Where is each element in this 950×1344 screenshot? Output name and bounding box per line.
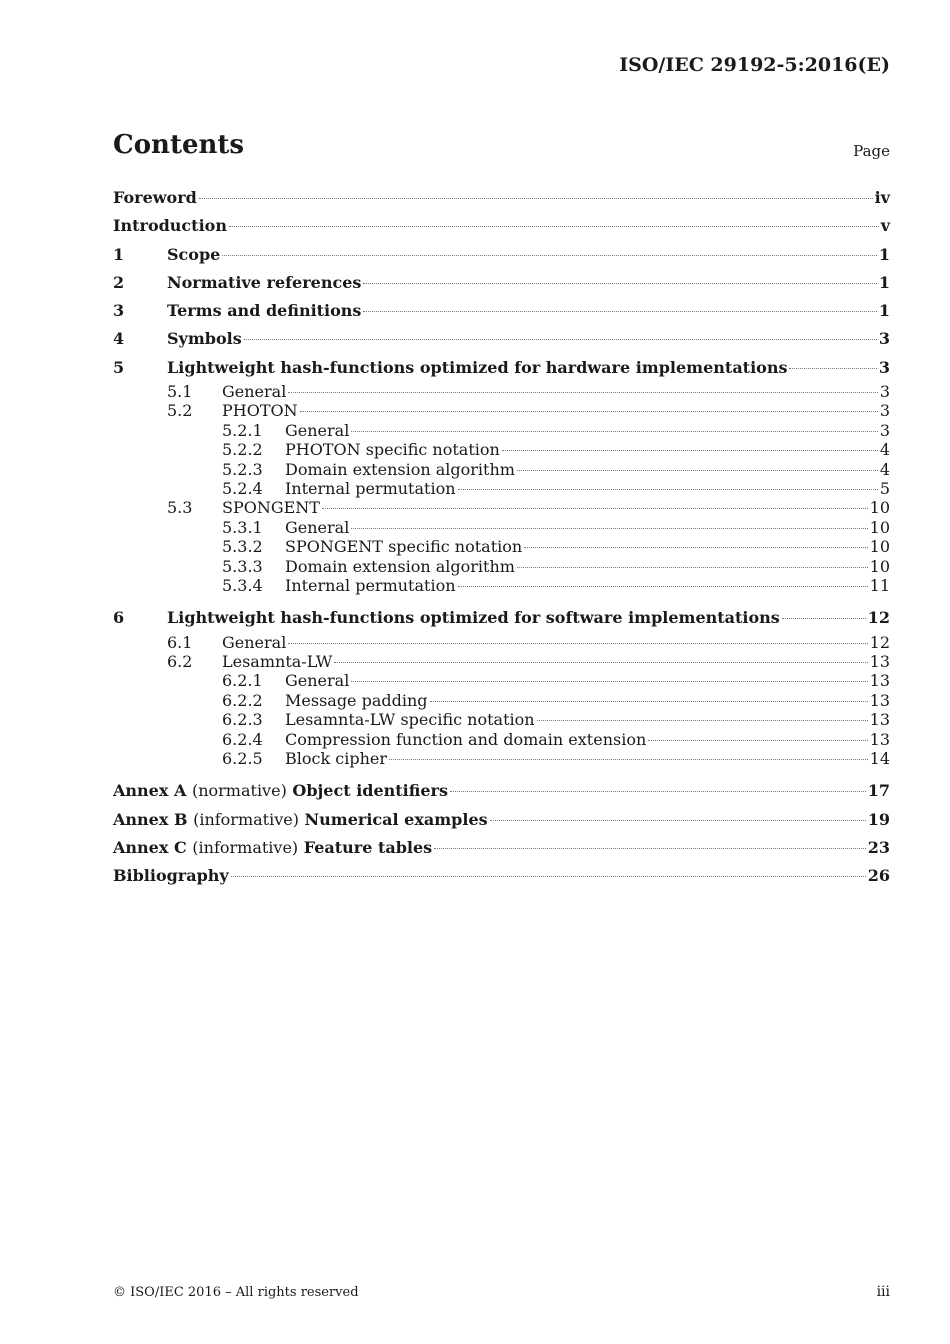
toc-entry-page: 1 — [878, 301, 890, 321]
toc-entry[interactable] — [113, 576, 890, 595]
dot-leader — [351, 528, 867, 529]
page-column-label: Page — [853, 142, 890, 160]
toc-entry-page: 12 — [867, 608, 890, 628]
dot-leader — [648, 740, 867, 741]
page-number: iii — [876, 1284, 890, 1300]
toc-entry-number: 2 — [113, 272, 125, 292]
toc-entry-title: Annex B (informative) Numerical examples — [113, 809, 488, 829]
toc-entry[interactable] — [113, 440, 890, 459]
dot-leader — [450, 791, 866, 792]
dot-leader — [363, 311, 876, 312]
dot-leader — [199, 198, 873, 199]
toc-entry[interactable] — [113, 297, 890, 325]
dot-leader — [231, 876, 866, 877]
toc-entry-page: 10 — [869, 556, 890, 576]
toc-entry-number: 1 — [113, 244, 125, 264]
table-of-contents — [113, 184, 890, 891]
toc-entry-title: Scope — [167, 244, 221, 264]
dot-leader — [334, 662, 867, 663]
toc-entry-title: Introduction — [113, 216, 227, 236]
toc-entry-page: 5 — [879, 479, 890, 499]
toc-entry-title: Lesamnta-LW — [222, 652, 333, 672]
dot-leader — [322, 508, 868, 509]
toc-entry-page: 3 — [879, 382, 890, 402]
toc-entry-number: 5.2.1 — [222, 420, 263, 440]
toc-entry-title: General — [285, 420, 350, 440]
toc-entry[interactable] — [113, 710, 890, 729]
toc-entry-number: 6.2.4 — [222, 729, 263, 749]
toc-entry-number: 6.2 — [167, 652, 193, 672]
toc-entry-title: Lightweight hash-functions optimized for hardware implementations — [167, 357, 788, 377]
toc-entry[interactable] — [113, 212, 890, 240]
toc-entry-page: v — [880, 216, 890, 236]
toc-entry-title: Annex C (informative) Feature tables — [113, 838, 433, 857]
toc-entry-title: Annex A (normative) Object identifiers — [113, 781, 448, 801]
toc-entry-number: 6.1 — [167, 632, 193, 652]
toc-entry-title: SPONGENT — [222, 498, 320, 518]
section-spacer — [113, 595, 890, 604]
toc-entry-number: 5.3 — [167, 498, 193, 518]
dot-leader — [537, 720, 868, 721]
dot-leader — [502, 450, 878, 451]
toc-entry[interactable] — [113, 518, 890, 537]
toc-entry-page: 3 — [879, 420, 890, 440]
toc-entry-title: Internal permutation — [285, 479, 456, 499]
dot-leader — [517, 567, 868, 568]
toc-entry[interactable] — [113, 652, 890, 671]
toc-entry-title: Foreword — [113, 188, 197, 207]
toc-entry[interactable] — [113, 749, 890, 768]
toc-entry-title: General — [222, 382, 287, 402]
toc-entry[interactable] — [113, 862, 890, 890]
toc-entry[interactable] — [113, 325, 890, 353]
annex-qualifier: (normative) — [191, 781, 287, 801]
toc-entry-title: Block cipher — [285, 749, 387, 769]
toc-entry-title: Domain extension algorithm — [285, 459, 515, 479]
annex-qualifier: (informative) — [193, 809, 299, 829]
toc-entry[interactable] — [113, 671, 890, 690]
dot-leader — [222, 255, 877, 256]
toc-entry-number: 3 — [113, 301, 125, 321]
dot-leader — [458, 489, 878, 490]
dot-leader — [288, 643, 867, 644]
toc-entry[interactable] — [113, 633, 890, 652]
toc-entry-title: PHOTON specific notation — [285, 440, 500, 460]
toc-entry-title: Bibliography — [113, 866, 229, 886]
toc-entry-title: General — [222, 632, 287, 652]
toc-entry-title: Normative references — [167, 272, 362, 292]
toc-entry-page: 3 — [879, 401, 890, 421]
toc-entry-number: 4 — [113, 329, 125, 349]
toc-entry[interactable] — [113, 777, 890, 805]
toc-entry-number: 5.3.2 — [222, 537, 263, 557]
dot-leader — [389, 759, 868, 760]
toc-entry-page: 23 — [867, 838, 890, 857]
toc-entry[interactable] — [113, 241, 890, 269]
toc-entry[interactable] — [113, 730, 890, 749]
toc-entry-title: Lightweight hash-functions optimized for software implementations — [167, 608, 780, 628]
dot-leader — [524, 547, 867, 548]
toc-entry-page: 17 — [867, 781, 890, 801]
dot-leader — [434, 848, 866, 849]
toc-entry-number: 5.3.4 — [222, 575, 263, 595]
toc-entry-page: 13 — [869, 671, 890, 691]
toc-entry[interactable] — [113, 691, 890, 710]
dot-leader — [458, 586, 868, 587]
toc-entry-page: 13 — [869, 652, 890, 672]
toc-entry-page: 13 — [869, 690, 890, 710]
toc-entry-page: 11 — [869, 575, 890, 595]
toc-entry-page: 14 — [869, 749, 890, 769]
dot-leader — [363, 283, 876, 284]
toc-entry-page: 13 — [869, 710, 890, 730]
dot-leader — [789, 368, 876, 369]
dot-leader — [351, 681, 867, 682]
toc-entry-number: 5.1 — [167, 382, 193, 402]
toc-entry-page: 13 — [869, 729, 890, 749]
toc-entry-title: General — [285, 517, 350, 537]
toc-entry-number: 6 — [113, 608, 125, 628]
toc-entry[interactable] — [113, 269, 890, 297]
toc-entry-title: PHOTON — [222, 401, 298, 421]
toc-entry-page: 3 — [878, 329, 890, 349]
dot-leader — [288, 392, 877, 393]
toc-entry-number: 5 — [113, 357, 125, 377]
toc-entry-page: 10 — [869, 498, 890, 518]
toc-entry-number: 6.2.3 — [222, 710, 263, 730]
toc-entry[interactable] — [113, 498, 890, 517]
toc-entry-page: 4 — [879, 459, 890, 479]
section-spacer — [113, 768, 890, 777]
dot-leader — [244, 339, 877, 340]
toc-entry-page: 26 — [867, 866, 890, 886]
toc-entry-page: 12 — [869, 632, 890, 652]
toc-entry[interactable] — [113, 557, 890, 576]
toc-entry-title: Domain extension algorithm — [285, 556, 515, 576]
toc-entry-title: Lesamnta-LW specific notation — [285, 710, 535, 730]
toc-entry[interactable] — [113, 184, 890, 212]
toc-entry[interactable] — [113, 537, 890, 556]
toc-entry[interactable] — [113, 354, 890, 382]
toc-entry-page: 10 — [869, 517, 890, 537]
toc-entry-number: 5.2.4 — [222, 479, 263, 499]
toc-entry-title: Message padding — [285, 690, 428, 710]
toc-entry[interactable] — [113, 834, 890, 862]
toc-entry-page: 10 — [869, 537, 890, 557]
dot-leader — [229, 226, 879, 227]
annex-subtitle: Feature tables — [303, 838, 433, 857]
toc-entry[interactable] — [113, 382, 890, 401]
toc-entry-number: 6.2.2 — [222, 690, 263, 710]
dot-leader — [300, 411, 878, 412]
annex-subtitle: Object identifiers — [292, 781, 448, 801]
toc-entry-number: 5.3.1 — [222, 517, 263, 537]
toc-entry-page: 4 — [879, 440, 890, 460]
toc-entry-number: 6.2.1 — [222, 671, 263, 691]
toc-entry-number: 5.2 — [167, 401, 193, 421]
toc-entry-title: Terms and definitions — [167, 301, 362, 321]
toc-entry-page: 1 — [878, 272, 890, 292]
toc-entry-title: Symbols — [167, 329, 242, 349]
toc-entry-title: Internal permutation — [285, 575, 456, 595]
toc-entry-page: 3 — [878, 357, 890, 377]
dot-leader — [490, 820, 866, 821]
toc-entry[interactable] — [113, 479, 890, 498]
contents-heading: Contents — [113, 130, 245, 160]
toc-entry[interactable] — [113, 421, 890, 440]
annex-subtitle: Numerical examples — [304, 809, 488, 829]
toc-entry-number: 5.2.3 — [222, 459, 263, 479]
toc-entry-page: 19 — [867, 809, 890, 829]
toc-entry-page: 1 — [878, 244, 890, 264]
dot-leader — [782, 618, 866, 619]
document-id: ISO/IEC 29192-5:2016(E) — [619, 54, 890, 76]
toc-entry-number: 5.3.3 — [222, 556, 263, 576]
annex-qualifier: (informative) — [192, 838, 299, 857]
toc-entry-page: iv — [874, 188, 890, 207]
toc-entry[interactable] — [113, 604, 890, 632]
toc-entry-number: 5.2.2 — [222, 440, 263, 460]
toc-entry-title: Compression function and domain extension — [285, 729, 647, 749]
toc-entry[interactable] — [113, 401, 890, 420]
toc-entry-title: General — [285, 671, 350, 691]
toc-entry-title: SPONGENT specific notation — [285, 537, 523, 557]
dot-leader — [430, 701, 868, 702]
toc-entry[interactable] — [113, 460, 890, 479]
toc-entry-number: 6.2.5 — [222, 749, 263, 769]
toc-entry[interactable] — [113, 806, 890, 834]
dot-leader — [517, 470, 878, 471]
dot-leader — [351, 431, 877, 432]
copyright-notice: © ISO/IEC 2016 – All rights reserved — [113, 1285, 359, 1300]
